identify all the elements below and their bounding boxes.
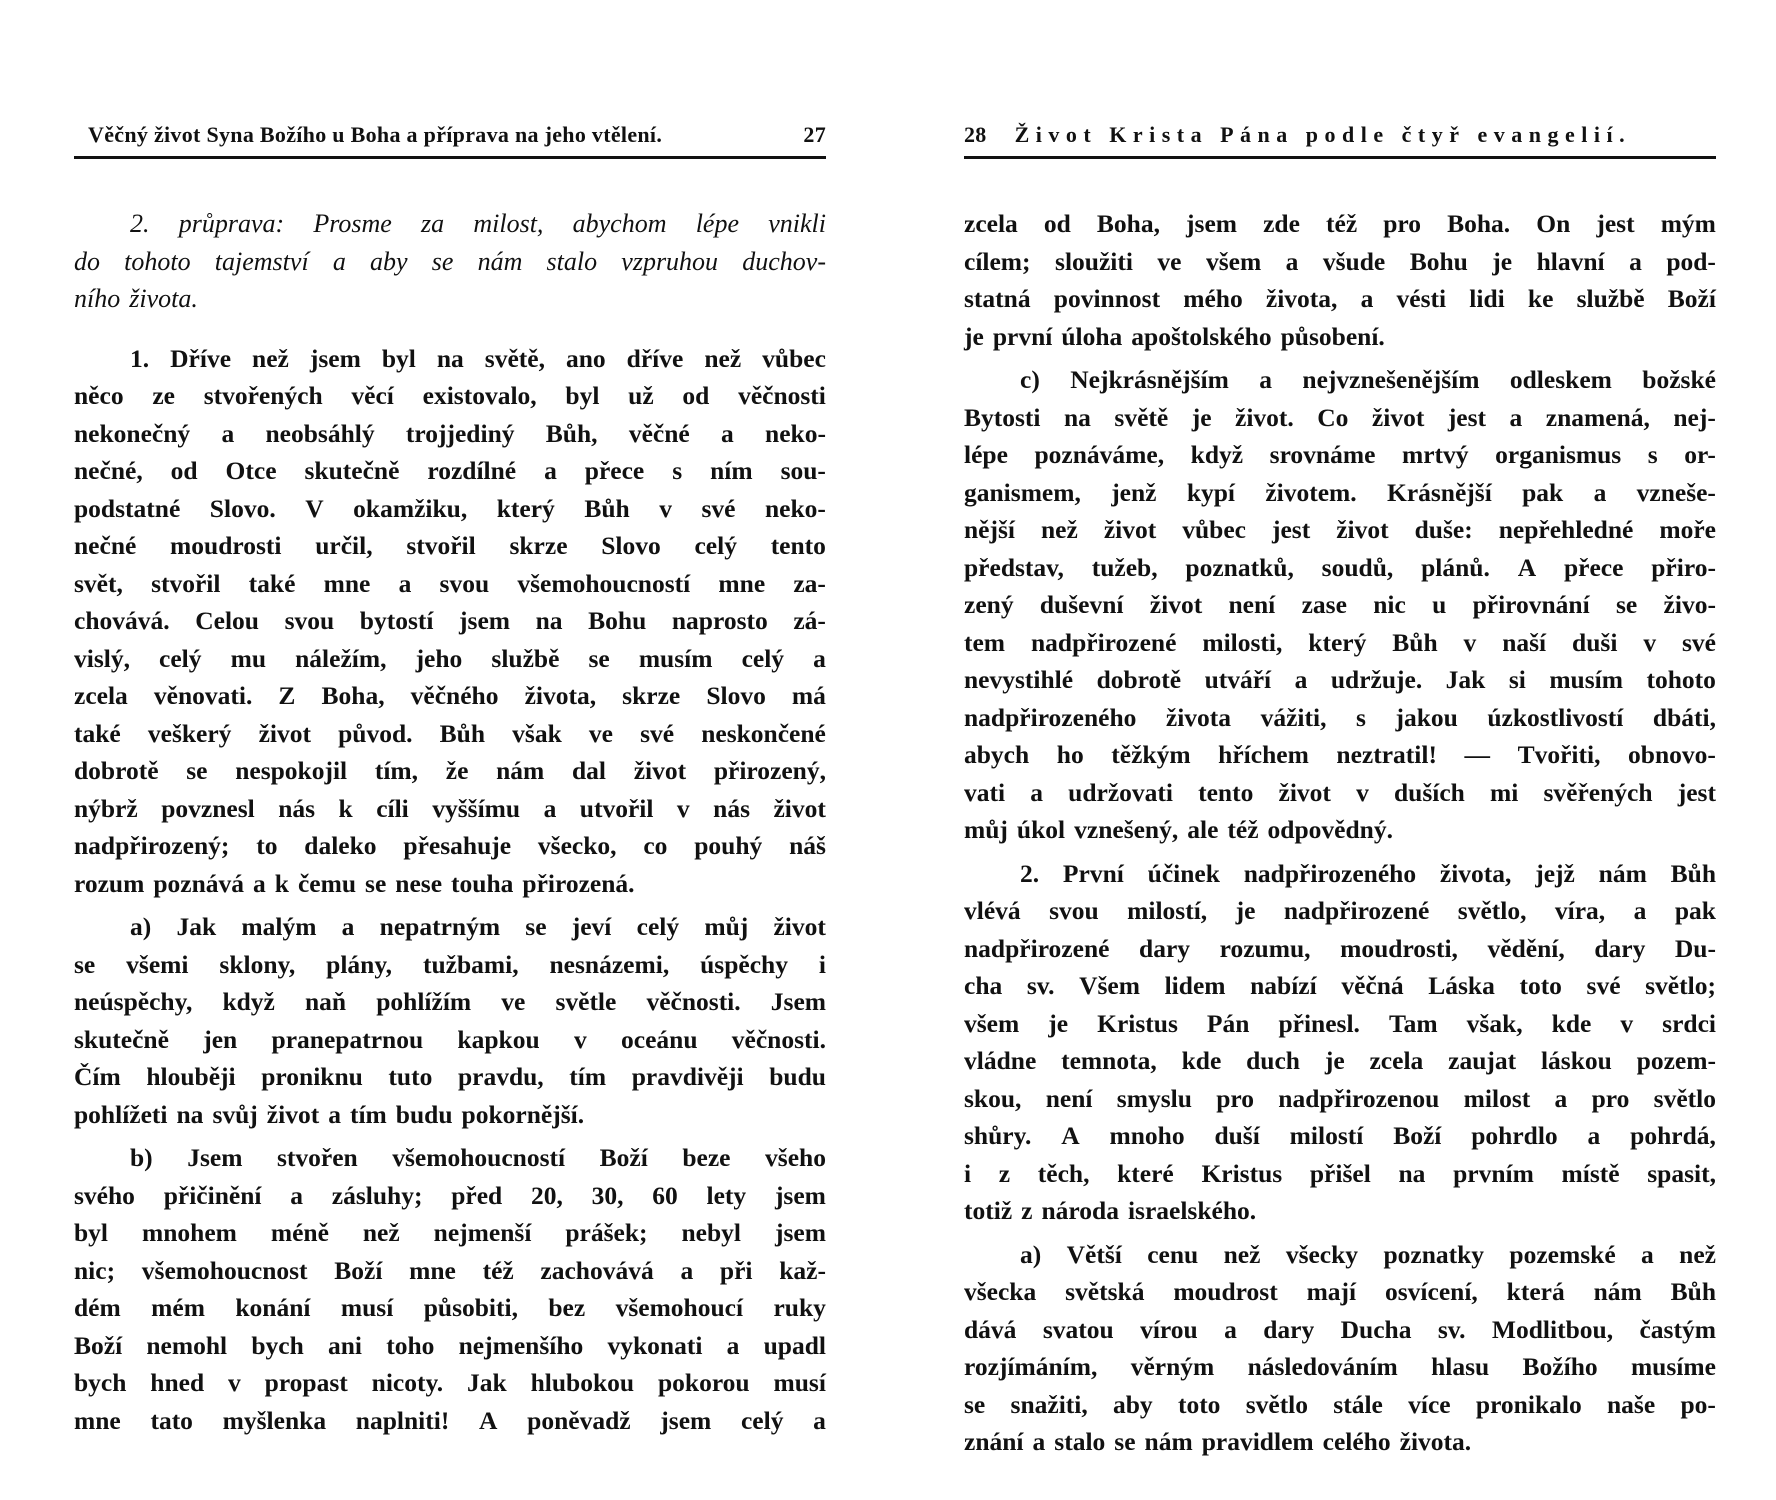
text-line: nekonečný a neobsáhlý trojjediný Bůh, věčné a neko-	[74, 418, 826, 448]
right-page	[964, 0, 1716, 1500]
text-line: ního života.	[74, 284, 198, 313]
text-line: nečné, od Otce skutečně rozdílné a přece s ním sou-	[74, 456, 826, 485]
text-line: 2. První účinek nadpřirozeného života, jejž nám Bůh	[1020, 858, 1716, 888]
text-line: rozum poznává a k čemu se nese touha přirozená.	[74, 868, 635, 898]
text-line: cha sv. Všem lidem nabízí věčná Láska toto své světlo;	[964, 971, 1716, 1000]
running-head	[964, 112, 1716, 148]
text-line: nic; všemohoucnost Boží mne též zachovává a při kaž-	[74, 1255, 826, 1285]
text-line: statná povinnost mého života, a vésti lidi ke službě Boží	[964, 284, 1716, 313]
page-number: 28	[964, 122, 987, 147]
header-rule	[964, 156, 1716, 159]
text-line: vlévá svou milostí, je nadpřirozené světlo, víra, a pak	[964, 896, 1716, 925]
text-line: a) Větší cenu než všecky poznatky pozemské a než	[1020, 1239, 1716, 1269]
text-line: dobrotě se nespokojil tím, že nám dal život přirozený,	[74, 756, 826, 785]
text-line: rozjímáním, věrným následováním hlasu Božího musíme	[964, 1352, 1716, 1381]
text-line: abych ho těžkým hříchem neztratil! — Tvořiti, obnovo-	[964, 740, 1716, 769]
text-line: b) Jsem stvořen všemohoucností Boží beze všeho	[130, 1143, 826, 1172]
text-line: vislý, celý mu náležím, jeho službě se musím celý a	[74, 643, 826, 673]
paragraph	[74, 908, 826, 1133]
text-line: bych hned v propast nicoty. Jak hlubokou pokorou musí	[74, 1368, 826, 1397]
text-line: Boží nemohl bych ani toho nejmenšího vykonati a upadl	[74, 1330, 826, 1360]
text-line: také veškerý život původ. Bůh však ve své neskončené	[74, 718, 826, 748]
text-line: cílem; sloužiti ve všem a všude Bohu je hlavní a pod-	[964, 246, 1716, 276]
text-line: ganismem, jenž kypí životem. Krásnější pak a vzneše-	[964, 477, 1716, 507]
paragraph	[74, 340, 826, 903]
text-line: byl mnohem méně než nejmenší prášek; nebyl jsem	[74, 1218, 826, 1247]
running-head	[74, 112, 826, 148]
text-line: je první úloha apoštolského působení.	[964, 321, 1385, 351]
page-number: 27	[803, 122, 826, 147]
text-line: zcela od Boha, jsem zde též pro Boha. On jest mým	[964, 209, 1716, 238]
text-line: můj úkol vznešený, ale též odpovědný.	[964, 815, 1393, 844]
text-line: něco ze stvořených věcí existovalo, byl už od věčnosti	[74, 381, 826, 410]
text-line: Bytosti na světě je život. Co život jest a znamená, nej-	[964, 402, 1716, 432]
page-body	[964, 205, 1716, 1461]
text-line: a) Jak malým a nepatrným se jeví celý můj život	[130, 912, 826, 941]
text-line: nadpřirozeného života vážiti, s jakou úzkostlivostí dbáti,	[964, 702, 1716, 732]
text-line: vati a udržovati tento život v duších mi svěřených jest	[964, 777, 1716, 807]
paragraph	[74, 1139, 826, 1439]
text-line: mne tato myšlenka naplniti! A poněvadž jsem celý a	[74, 1405, 826, 1435]
text-line: se snažiti, aby toto světlo stále více pronikalo naše po-	[964, 1389, 1716, 1419]
text-line: i z těch, které Kristus přišel na prvním místě spasit,	[964, 1158, 1716, 1188]
text-line: všem je Kristus Pán přinesl. Tam však, kde v srdci	[964, 1008, 1716, 1038]
text-line: zený duševní život není zase nic u přirovnání se živo-	[964, 590, 1716, 619]
paragraph	[964, 205, 1716, 355]
text-line: podstatné Slovo. V okamžiku, který Bůh v své neko-	[74, 493, 826, 523]
header-rule	[74, 156, 826, 159]
paragraph-gap	[74, 318, 826, 340]
text-line: nadpřirozené dary rozumu, moudrosti, vědění, dary Du-	[964, 933, 1716, 963]
text-line: znání a stalo se nám pravidlem celého života.	[964, 1427, 1472, 1456]
text-line: lépe poznáváme, když srovnáme mrtvý organismus s or-	[964, 440, 1716, 469]
text-line: vládne temnota, kde duch je zcela zaujat láskou pozem-	[964, 1046, 1716, 1075]
left-page	[74, 0, 826, 1500]
page-body	[74, 205, 826, 1439]
text-line: nevystihlé dobrotě utváří a udržuje. Jak si musím tohoto	[964, 665, 1716, 694]
text-line: představ, tužeb, poznatků, soudů, plánů. A přece přiro-	[964, 552, 1716, 582]
text-line: dává svatou vírou a dary Ducha sv. Modlitbou, častým	[964, 1314, 1716, 1344]
running-head-title: Věčný život Syna Božího u Boha a příprava na jeho vtělení.	[88, 122, 663, 147]
paragraph	[964, 361, 1716, 849]
paragraph	[964, 855, 1716, 1230]
text-line: pohlížeti na svůj život a tím budu pokornější.	[74, 1099, 585, 1129]
text-line: Čím hlouběji proniknu tuto pravdu, tím pravdivěji budu	[74, 1062, 826, 1091]
text-line: svého přičinění a zásluhy; před 20, 30, 60 lety jsem	[74, 1180, 826, 1210]
text-line: neúspěchy, když naň pohlížím ve světle věčnosti. Jsem	[74, 987, 826, 1016]
text-line: nadpřirozený; to daleko přesahuje všecko, co pouhý náš	[74, 831, 826, 860]
text-line: zcela věnovati. Z Boha, věčného života, skrze Slovo má	[74, 681, 826, 710]
text-line: totiž z národa israelského.	[964, 1196, 1257, 1225]
text-line: všecka světská moudrost mají osvícení, která nám Bůh	[964, 1277, 1716, 1306]
paragraph	[74, 205, 826, 318]
text-line: dém mém konání musí působiti, bez všemohoucí ruky	[74, 1293, 826, 1322]
text-line: chovává. Celou svou bytostí jsem na Bohu naprosto zá-	[74, 606, 826, 635]
paragraph	[964, 1236, 1716, 1461]
text-line: 2. průprava: Prosme za milost, abychom lépe vnikli	[130, 209, 826, 238]
text-line: 1. Dříve než jsem byl na světě, ano dříve než vůbec	[130, 343, 826, 373]
text-line: tem nadpřirozené milosti, který Bůh v naší duši v své	[964, 627, 1716, 657]
text-line: shůry. A mnoho duší milostí Boží pohrdlo a pohrdá,	[964, 1121, 1716, 1150]
text-line: nýbrž povznesl nás k cíli vyššímu a utvořil v nás život	[74, 793, 826, 823]
text-line: skou, není smyslu pro nadpřirozenou milost a pro světlo	[964, 1083, 1716, 1113]
text-line: se všemi sklony, plány, tužbami, nesnázemi, úspěchy i	[74, 949, 826, 979]
text-line: c) Nejkrásnějším a nejvznešenějším odleskem božské	[1020, 365, 1716, 394]
text-line: skutečně jen pranepatrnou kapkou v oceánu věčnosti.	[74, 1024, 826, 1054]
running-head-title: Život Krista Pána podle čtyř evangelií.	[1014, 122, 1632, 147]
text-line: svět, stvořil také mne a svou všemohoucností mne za-	[74, 568, 826, 598]
text-line: do tohoto tajemství a aby se nám stalo vzpruhou duchov-	[74, 246, 826, 276]
text-line: nečné moudrosti určil, stvořil skrze Slovo celý tento	[74, 531, 826, 560]
text-line: nější než život vůbec jest život duše: nepřehledné moře	[964, 515, 1716, 544]
